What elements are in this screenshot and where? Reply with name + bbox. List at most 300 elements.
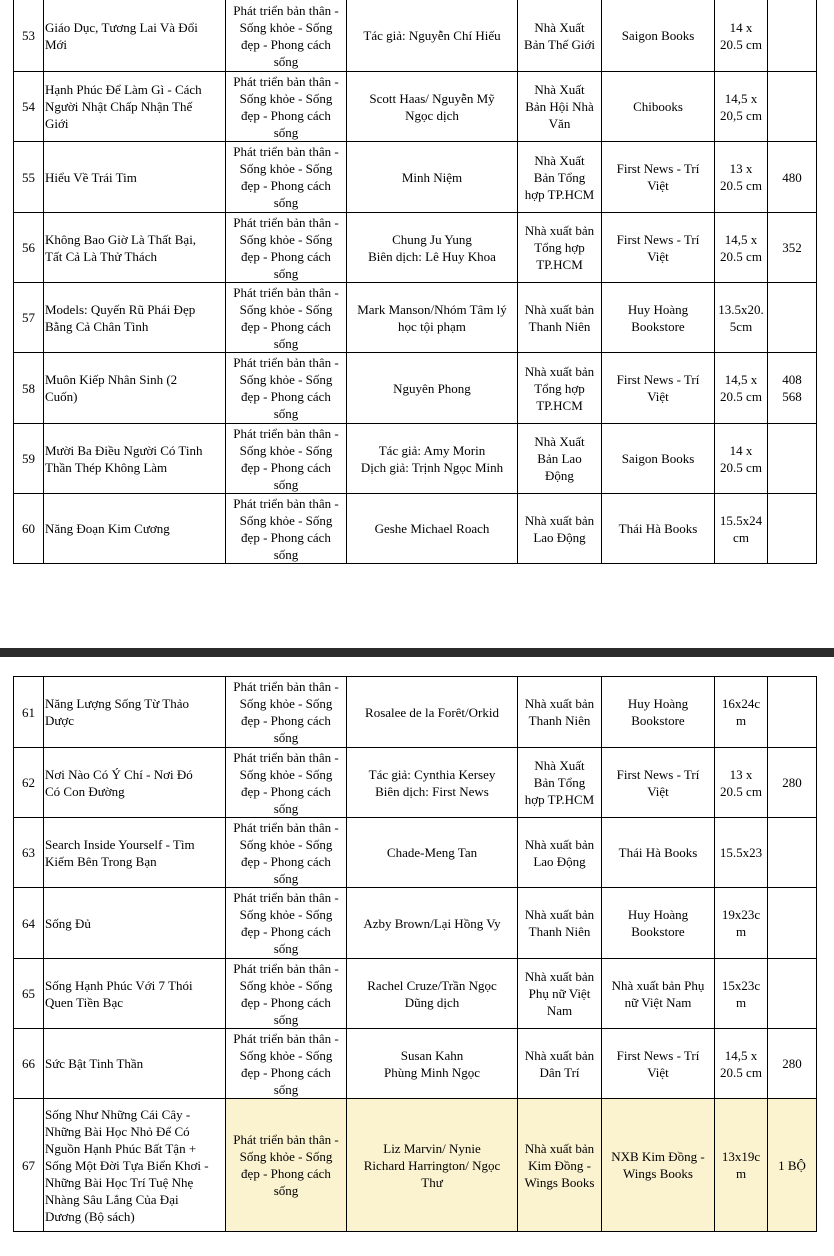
- book-size-line: 20.5 cm: [720, 178, 762, 193]
- page-count-cell: [768, 888, 817, 959]
- publisher-cell: [518, 888, 602, 959]
- publisher-cell: [518, 0, 602, 72]
- book-title-cell: [44, 748, 226, 818]
- distributor-line: Việt: [647, 248, 669, 264]
- book-title-line: Nơi Nào Có Ý Chí - Nơi Đó: [45, 766, 193, 782]
- category-line: Sống khỏe - Sống: [239, 301, 333, 317]
- row-number-cell: [14, 424, 44, 494]
- table-row: [14, 213, 817, 283]
- row-number-cell: [14, 213, 44, 283]
- page-count-line: 352: [782, 240, 802, 255]
- publisher-cell: [518, 1029, 602, 1099]
- publisher-line: Lao Động: [533, 853, 586, 869]
- book-size-line: 13 x: [729, 766, 753, 782]
- book-title-cell: [44, 1029, 226, 1099]
- book-size-cell: [715, 1099, 768, 1232]
- book-size-line: 13.5x20.: [718, 301, 764, 317]
- book-title-line: Năng Đoạn Kim Cương: [45, 521, 170, 536]
- row-number-text: 64: [22, 915, 35, 931]
- category-line: Sống khỏe - Sống: [239, 696, 333, 711]
- book-size-line: 14,5 x: [724, 1047, 758, 1063]
- category-line: Sống khỏe - Sống: [239, 442, 333, 458]
- author-cell: [347, 283, 518, 353]
- table-row: [14, 1029, 817, 1099]
- book-title-line: Muôn Kiếp Nhân Sinh (2: [45, 372, 178, 387]
- page-count-cell: [768, 959, 817, 1029]
- author-line: Dũng dịch: [404, 994, 460, 1010]
- book-title-line: Hiểu Về Trái Tim: [45, 169, 137, 185]
- category-cell: [226, 0, 347, 72]
- book-size-line: 20.5 cm: [720, 783, 762, 799]
- book-size-cell: [715, 818, 768, 888]
- author-line: Thư: [421, 1174, 443, 1190]
- distributor-cell: [602, 0, 715, 72]
- distributor-cell: [602, 677, 715, 748]
- book-size-line: 15.5x24: [719, 512, 763, 528]
- category-line: Phát triển bản thân -: [233, 819, 339, 835]
- distributor-line: First News - Trí: [616, 231, 700, 247]
- distributor-cell: [602, 353, 715, 424]
- book-size-cell: [715, 959, 768, 1029]
- category-line: sống: [273, 546, 299, 562]
- publisher-line: Thanh Niên: [528, 318, 591, 334]
- page-count-cell: [768, 1099, 817, 1232]
- book-title-cell: [44, 353, 226, 424]
- publisher-line: Bản Tổng: [533, 169, 586, 185]
- category-line: đẹp - Phong cách: [241, 107, 331, 123]
- publisher-line: hợp TP.HCM: [524, 186, 595, 202]
- distributor-line: Bookstore: [631, 924, 685, 939]
- page-count-line: 1 BỘ: [778, 1157, 806, 1173]
- page-count-cell: [768, 353, 817, 424]
- book-size-cell: [715, 1029, 768, 1099]
- book-title-line: Sống Hạnh Phúc Với 7 Thói: [45, 977, 193, 993]
- page-count-line: 480: [782, 169, 802, 185]
- book-size-line: 13x19c: [721, 1149, 761, 1164]
- publisher-line: Thanh Niên: [528, 924, 591, 939]
- publisher-line: Nhà xuất bản: [524, 223, 595, 238]
- category-line: sống: [273, 53, 299, 69]
- book-title-cell: [44, 1099, 226, 1232]
- table-row: [14, 353, 817, 424]
- page-count-cell: [768, 677, 817, 748]
- author-line: Richard Harrington/ Ngọc: [363, 1157, 501, 1173]
- publisher-line: Nhà Xuất: [534, 434, 585, 449]
- row-number-text: 58: [22, 380, 35, 396]
- publisher-line: Nhà xuất bản: [524, 363, 595, 379]
- category-line: Phát triển bản thân -: [233, 749, 339, 765]
- author-line: Tác giả: Cynthia Kersey: [368, 766, 496, 782]
- publisher-line: Bản Thế Giới: [524, 36, 595, 52]
- author-line: Chade-Meng Tan: [386, 845, 478, 860]
- row-number-cell: [14, 748, 44, 818]
- row-number-cell: [14, 72, 44, 142]
- book-size-cell: [715, 494, 768, 564]
- category-cell: [226, 142, 347, 213]
- author-line: Rosalee de la Forêt/Orkid: [365, 704, 499, 720]
- publisher-line: TP.HCM: [536, 257, 583, 272]
- publisher-line: Thanh Niên: [528, 713, 591, 728]
- book-title-line: Sống Một Đời Tựa Biển Khơi -: [45, 1157, 209, 1173]
- book-title-line: Nhàng Sâu Lắng Của Đại: [45, 1191, 179, 1207]
- category-line: đẹp - Phong cách: [241, 36, 331, 52]
- book-size-line: 5cm: [729, 318, 753, 334]
- publisher-line: Bản Tổng: [533, 775, 586, 790]
- category-cell: [226, 353, 347, 424]
- row-number-text: 55: [22, 169, 35, 185]
- category-cell: [226, 1099, 347, 1232]
- row-number-text: 65: [22, 986, 35, 1001]
- category-line: sống: [273, 335, 299, 351]
- book-size-cell: [715, 748, 768, 818]
- category-cell: [226, 677, 347, 748]
- category-line: sống: [273, 124, 299, 140]
- distributor-line: Saigon Books: [621, 451, 695, 466]
- book-size-line: 20,5 cm: [720, 107, 762, 123]
- book-title-cell: [44, 818, 226, 888]
- row-number-cell: [14, 494, 44, 564]
- author-cell: [347, 748, 518, 818]
- publisher-line: Nhà Xuất: [534, 758, 585, 773]
- page-count-cell: [768, 424, 817, 494]
- author-cell: [347, 353, 518, 424]
- table-row: [14, 888, 817, 959]
- publisher-line: Bản Lao: [537, 451, 582, 466]
- category-cell: [226, 1029, 347, 1099]
- category-line: Sống khỏe - Sống: [239, 1149, 333, 1164]
- book-title-line: Search Inside Yourself - Tìm: [45, 836, 195, 852]
- book-size-line: 14 x: [729, 19, 753, 35]
- book-size-line: m: [735, 1166, 747, 1181]
- publisher-cell: [518, 1099, 602, 1232]
- author-line: Chung Ju Yung: [392, 231, 472, 247]
- author-line: Liz Marvin/ Nynie: [383, 1140, 481, 1156]
- page-count-cell: [768, 0, 817, 72]
- author-cell: [347, 494, 518, 564]
- book-title-line: Dương (Bộ sách): [45, 1208, 135, 1224]
- book-table-page-1: [13, 0, 817, 564]
- category-line: sống: [273, 1081, 299, 1097]
- author-line: Phùng Minh Ngọc: [383, 1064, 481, 1080]
- category-line: Phát triển bản thân -: [233, 495, 339, 511]
- distributor-line: First News - Trí: [616, 766, 700, 782]
- category-line: Phát triển bản thân -: [233, 2, 339, 18]
- book-title-line: Năng Lượng Sống Từ Thảo: [45, 696, 189, 711]
- page-count-cell: [768, 142, 817, 213]
- publisher-cell: [518, 213, 602, 283]
- author-line: Nguyên Phong: [393, 380, 471, 396]
- publisher-cell: [518, 818, 602, 888]
- publisher-line: Nhà xuất bản: [524, 1047, 595, 1063]
- publisher-line: Nhà Xuất: [534, 82, 585, 97]
- book-title-line: Dược: [45, 713, 75, 728]
- table-row: [14, 142, 817, 213]
- table-row: [14, 72, 817, 142]
- author-line: Tác giả: Amy Morin: [378, 442, 486, 458]
- category-line: Phát triển bản thân -: [233, 425, 339, 441]
- publisher-line: Phụ nữ Việt: [528, 986, 591, 1001]
- category-line: Sống khỏe - Sống: [239, 977, 333, 993]
- book-title-line: Models: Quyến Rũ Phái Đẹp: [45, 301, 196, 317]
- table-row: [14, 0, 817, 72]
- category-line: đẹp - Phong cách: [241, 994, 331, 1010]
- book-title-line: Cuốn): [45, 389, 78, 404]
- category-line: đẹp - Phong cách: [241, 459, 331, 475]
- table-row: [14, 818, 817, 888]
- book-title-line: Sống Đủ: [45, 915, 91, 931]
- book-title-line: Người Nhật Chấp Nhận Thế: [45, 99, 193, 114]
- author-line: Rachel Cruze/Trần Ngọc: [367, 977, 497, 993]
- book-title-line: Sức Bật Tinh Thần: [45, 1056, 144, 1071]
- distributor-line: Việt: [647, 783, 669, 799]
- category-cell: [226, 213, 347, 283]
- publisher-line: Wings Books: [524, 1174, 595, 1190]
- table-row: [14, 959, 817, 1029]
- category-line: Phát triển bản thân -: [233, 144, 339, 159]
- distributor-cell: [602, 213, 715, 283]
- category-line: đẹp - Phong cách: [241, 1166, 331, 1181]
- page-count-line: 408: [782, 372, 802, 387]
- publisher-line: Lao Động: [533, 529, 586, 545]
- publisher-line: Nhà xuất bản: [524, 696, 595, 711]
- book-size-line: 20.5 cm: [720, 459, 762, 475]
- distributor-line: Việt: [647, 178, 669, 193]
- author-line: Azby Brown/Lại Hồng Vy: [363, 915, 501, 931]
- category-line: đẹp - Phong cách: [241, 529, 331, 545]
- row-number-text: 53: [22, 28, 35, 43]
- book-title-line: Giới: [45, 116, 69, 131]
- author-cell: [347, 818, 518, 888]
- book-title-cell: [44, 677, 226, 748]
- book-size-cell: [715, 142, 768, 213]
- page-break-bar: [0, 648, 834, 657]
- book-title-cell: [44, 283, 226, 353]
- publisher-line: Bản Hội Nhà: [525, 99, 594, 114]
- row-number-cell: [14, 0, 44, 72]
- book-size-line: 20.5 cm: [720, 36, 762, 52]
- publisher-line: Dân Trí: [539, 1064, 580, 1080]
- distributor-line: Bookstore: [631, 318, 685, 334]
- row-number-text: 57: [22, 310, 35, 325]
- category-cell: [226, 888, 347, 959]
- book-title-line: Sống Như Những Cái Cây -: [45, 1106, 191, 1122]
- book-title-cell: [44, 494, 226, 564]
- category-cell: [226, 72, 347, 142]
- distributor-line: First News - Trí: [616, 1047, 700, 1063]
- page-count-cell: [768, 72, 817, 142]
- category-line: Phát triển bản thân -: [233, 73, 339, 89]
- publisher-line: Văn: [548, 116, 571, 131]
- distributor-line: Nhà xuất bản Phụ: [611, 977, 705, 993]
- book-title-line: Hạnh Phúc Để Làm Gì - Cách: [45, 82, 202, 97]
- category-line: đẹp - Phong cách: [241, 924, 331, 939]
- book-title-line: Giáo Dục, Tương Lai Và Đổi: [45, 19, 198, 35]
- author-cell: [347, 888, 518, 959]
- category-line: đẹp - Phong cách: [241, 178, 331, 193]
- author-cell: [347, 213, 518, 283]
- page-count-line: 280: [782, 775, 802, 790]
- distributor-line: First News - Trí: [616, 161, 700, 176]
- book-size-line: 20.5 cm: [720, 389, 762, 404]
- distributor-cell: [602, 748, 715, 818]
- author-cell: [347, 72, 518, 142]
- category-cell: [226, 283, 347, 353]
- publisher-line: Nhà xuất bản: [524, 836, 595, 852]
- publisher-line: Nam: [546, 1003, 573, 1018]
- publisher-line: Nhà xuất bản: [524, 1140, 595, 1156]
- book-title-cell: [44, 142, 226, 213]
- book-table-page-2: [13, 676, 817, 1232]
- category-cell: [226, 959, 347, 1029]
- publisher-line: hợp TP.HCM: [524, 792, 595, 807]
- distributor-line: Thái Hà Books: [618, 845, 698, 860]
- book-title-line: Thần Thép Không Làm: [45, 459, 168, 475]
- distributor-cell: [602, 142, 715, 213]
- author-line: Geshe Michael Roach: [374, 521, 490, 536]
- category-line: Phát triển bản thân -: [233, 890, 339, 905]
- category-line: đẹp - Phong cách: [241, 318, 331, 334]
- book-title-line: Có Con Đường: [45, 783, 125, 799]
- page-count-cell: [768, 818, 817, 888]
- row-number-text: 60: [22, 521, 35, 536]
- row-number-text: 67: [22, 1157, 35, 1173]
- publisher-cell: [518, 353, 602, 424]
- distributor-line: Thái Hà Books: [618, 521, 698, 536]
- publisher-line: Nhà Xuất: [534, 19, 585, 35]
- category-line: Sống khỏe - Sống: [239, 372, 333, 387]
- book-size-line: 13 x: [729, 161, 753, 176]
- distributor-cell: [602, 494, 715, 564]
- book-title-line: Những Bài Học Trí Tuệ Nhẹ: [45, 1174, 194, 1190]
- author-cell: [347, 959, 518, 1029]
- author-line: Tác giả: Nguyễn Chí Hiếu: [363, 28, 501, 43]
- row-number-text: 66: [22, 1056, 35, 1071]
- distributor-line: Huy Hoàng: [627, 907, 689, 922]
- row-number-text: 56: [22, 240, 35, 255]
- table-row: [14, 1099, 817, 1232]
- distributor-line: Huy Hoàng: [627, 301, 689, 317]
- category-line: Sống khỏe - Sống: [239, 512, 333, 528]
- category-cell: [226, 494, 347, 564]
- book-title-line: Nguồn Hạnh Phúc Bất Tận +: [45, 1140, 197, 1156]
- book-size-cell: [715, 353, 768, 424]
- distributor-cell: [602, 1099, 715, 1232]
- publisher-line: Nhà xuất bản: [524, 907, 595, 922]
- category-line: đẹp - Phong cách: [241, 389, 331, 404]
- book-title-line: Những Bài Học Nhỏ Để Có: [45, 1123, 190, 1139]
- distributor-cell: [602, 1029, 715, 1099]
- book-size-line: 14 x: [729, 442, 753, 458]
- publisher-cell: [518, 72, 602, 142]
- book-title-line: Tất Cả Là Thử Thách: [45, 248, 157, 264]
- category-line: đẹp - Phong cách: [241, 783, 331, 799]
- author-line: Scott Haas/ Nguyễn Mỹ: [369, 90, 495, 106]
- row-number-cell: [14, 1099, 44, 1232]
- book-size-cell: [715, 677, 768, 748]
- distributor-cell: [602, 959, 715, 1029]
- category-line: sống: [273, 406, 299, 421]
- category-cell: [226, 818, 347, 888]
- category-line: Sống khỏe - Sống: [239, 907, 333, 922]
- row-number-text: 54: [22, 99, 35, 114]
- book-title-cell: [44, 213, 226, 283]
- category-line: đẹp - Phong cách: [241, 713, 331, 728]
- distributor-cell: [602, 283, 715, 353]
- publisher-cell: [518, 494, 602, 564]
- book-title-cell: [44, 424, 226, 494]
- category-cell: [226, 748, 347, 818]
- row-number-cell: [14, 677, 44, 748]
- category-line: Sống khỏe - Sống: [239, 161, 333, 176]
- page-count-cell: [768, 283, 817, 353]
- category-line: đẹp - Phong cách: [241, 248, 331, 264]
- book-size-line: 14,5 x: [724, 90, 758, 106]
- book-title-cell: [44, 0, 226, 72]
- book-size-line: 19x23c: [721, 907, 761, 922]
- distributor-line: Việt: [647, 1064, 669, 1080]
- category-line: Phát triển bản thân -: [233, 679, 339, 694]
- publisher-cell: [518, 283, 602, 353]
- publisher-line: Nhà Xuất: [534, 152, 585, 168]
- table-row: [14, 677, 817, 748]
- row-number-text: 59: [22, 451, 35, 466]
- publisher-cell: [518, 959, 602, 1029]
- page-count-cell: [768, 213, 817, 283]
- book-title-line: Không Bao Giờ Là Thất Bại,: [45, 231, 197, 247]
- distributor-line: Bookstore: [631, 713, 685, 728]
- book-size-cell: [715, 72, 768, 142]
- book-size-line: cm: [733, 529, 749, 545]
- publisher-cell: [518, 748, 602, 818]
- author-line: Minh Niệm: [401, 169, 463, 185]
- category-line: Phát triển bản thân -: [233, 284, 339, 300]
- page-gap: [0, 578, 834, 648]
- category-line: Sống khỏe - Sống: [239, 1047, 333, 1063]
- row-number-cell: [14, 283, 44, 353]
- distributor-cell: [602, 818, 715, 888]
- author-cell: [347, 1029, 518, 1099]
- page-count-cell: [768, 1029, 817, 1099]
- category-line: sống: [273, 1011, 299, 1027]
- publisher-line: Nhà xuất bản: [524, 512, 595, 528]
- row-number-cell: [14, 818, 44, 888]
- author-cell: [347, 1099, 518, 1232]
- category-line: đẹp - Phong cách: [241, 1064, 331, 1080]
- row-number-cell: [14, 1029, 44, 1099]
- category-line: Phát triển bản thân -: [233, 1132, 339, 1147]
- row-number-cell: [14, 959, 44, 1029]
- row-number-cell: [14, 888, 44, 959]
- category-line: sống: [273, 941, 299, 956]
- publisher-cell: [518, 424, 602, 494]
- author-cell: [347, 424, 518, 494]
- row-number-cell: [14, 353, 44, 424]
- row-number-cell: [14, 142, 44, 213]
- book-size-cell: [715, 0, 768, 72]
- publisher-line: Nhà xuất bản: [524, 301, 595, 317]
- distributor-line: Chibooks: [633, 99, 683, 114]
- distributor-line: Việt: [647, 389, 669, 404]
- publisher-line: Động: [545, 468, 574, 483]
- table-row: [14, 424, 817, 494]
- book-size-line: 20.5 cm: [720, 1064, 762, 1080]
- publisher-cell: [518, 677, 602, 748]
- author-cell: [347, 677, 518, 748]
- publisher-line: Tổng hợp: [534, 240, 585, 255]
- category-line: Sống khỏe - Sống: [239, 90, 333, 106]
- book-size-line: m: [735, 924, 747, 939]
- category-line: Phát triển bản thân -: [233, 214, 339, 230]
